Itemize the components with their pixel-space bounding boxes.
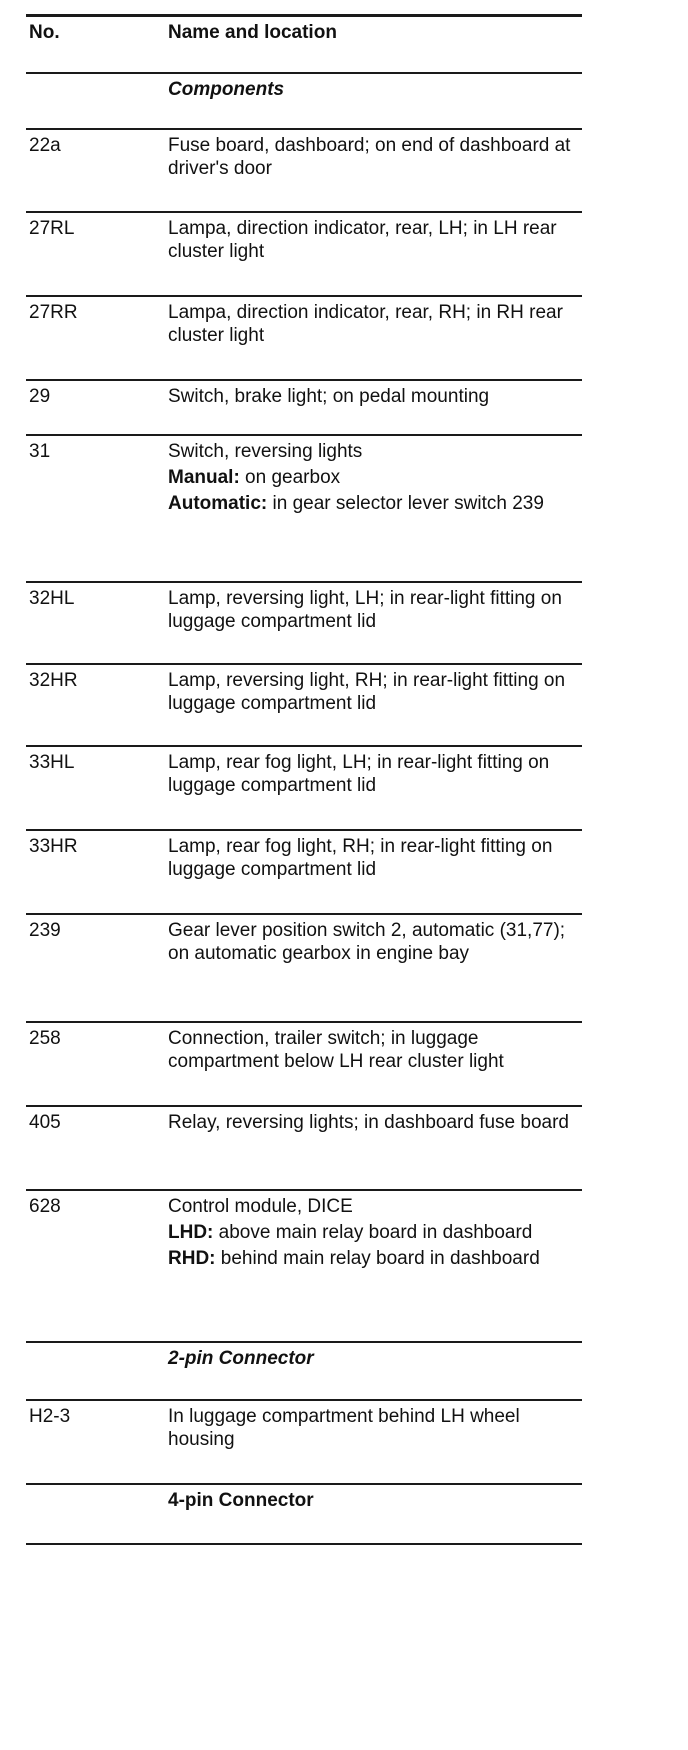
name-location-cell xyxy=(168,1195,582,1270)
line-text: Switch, brake light; on pedal mounting xyxy=(168,386,490,407)
name-location-cell xyxy=(168,669,582,715)
name-location-cell xyxy=(168,440,582,515)
item-number: 628 xyxy=(29,1196,61,1217)
line-label: Manual: xyxy=(168,467,240,488)
table-row xyxy=(26,434,582,581)
name-location-cell xyxy=(168,1405,582,1451)
name-location-cell xyxy=(168,919,582,965)
description-line xyxy=(168,440,578,463)
description-line xyxy=(168,1195,578,1218)
name-location-cell xyxy=(168,751,582,797)
table-row xyxy=(26,211,582,295)
section-row xyxy=(26,72,582,128)
item-number: 258 xyxy=(29,1028,61,1049)
description-line xyxy=(168,1247,578,1270)
description-line xyxy=(168,919,578,965)
line-text: Fuse board, dashboard; on end of dashboard at driver's door xyxy=(168,135,571,179)
line-text: Lamp, rear fog light, LH; in rear-light fitting on luggage compartment lid xyxy=(168,752,550,796)
description-line xyxy=(168,1221,578,1244)
line-text: behind main relay board in dashboard xyxy=(215,1248,540,1269)
table-row xyxy=(26,829,582,913)
table-row xyxy=(26,1399,582,1483)
line-text: Lamp, reversing light, RH; in rear-light fitting on luggage compartment lid xyxy=(168,670,566,714)
table-row xyxy=(26,745,582,829)
line-text: above main relay board in dashboard xyxy=(213,1222,533,1243)
section-title-cell xyxy=(168,1347,582,1370)
description-line xyxy=(168,751,578,797)
line-text: Lamp, reversing light, LH; in rear-light fitting on luggage compartment lid xyxy=(168,588,562,632)
description-line xyxy=(168,466,578,489)
description-line xyxy=(168,835,578,881)
item-number: 33HL xyxy=(29,752,75,773)
line-label: LHD: xyxy=(168,1222,214,1243)
table-row xyxy=(26,1021,582,1105)
item-number: 29 xyxy=(29,386,51,407)
line-text: Lamp, rear fog light, RH; in rear-light fitting on luggage compartment lid xyxy=(168,836,553,880)
section-title-cell xyxy=(168,78,582,101)
name-location-cell xyxy=(168,587,582,633)
table-row xyxy=(26,1105,582,1189)
item-number: 32HL xyxy=(29,588,75,609)
item-number: 27RL xyxy=(29,218,75,239)
header-no: No. xyxy=(29,22,60,43)
item-number: 405 xyxy=(29,1112,61,1133)
item-number: 27RR xyxy=(29,302,78,323)
name-location-cell xyxy=(168,835,582,881)
line-text: Lampa, direction indicator, rear, LH; in LH rear cluster light xyxy=(168,218,557,262)
section-title: 2-pin Connector xyxy=(168,1348,314,1369)
description-line xyxy=(168,1111,578,1134)
section-row xyxy=(26,1483,582,1543)
name-location-cell xyxy=(168,134,582,180)
line-text: Gear lever position switch 2, automatic (31,77); on automatic gearbox in engine bay xyxy=(168,920,566,964)
line-text: Relay, reversing lights; in dashboard fuse board xyxy=(168,1112,569,1133)
table-row xyxy=(26,581,582,663)
description-line xyxy=(168,385,578,408)
description-line xyxy=(168,301,578,347)
line-label: RHD: xyxy=(168,1248,216,1269)
table-row xyxy=(26,128,582,211)
table-body xyxy=(26,72,582,1543)
description-line xyxy=(168,492,578,515)
item-number: H2-3 xyxy=(29,1406,71,1427)
line-text: Control module, DICE xyxy=(168,1196,353,1217)
name-location-cell xyxy=(168,1111,582,1134)
item-number: 33HR xyxy=(29,836,78,857)
table-row xyxy=(26,913,582,1021)
name-location-cell xyxy=(168,385,582,408)
description-line xyxy=(168,669,578,715)
table-row xyxy=(26,295,582,379)
description-line xyxy=(168,1027,578,1073)
item-number: 239 xyxy=(29,920,61,941)
line-text: Connection, trailer switch; in luggage compartment below LH rear cluster light xyxy=(168,1028,504,1072)
name-location-cell xyxy=(168,301,582,347)
section-row xyxy=(26,1341,582,1399)
line-text: on gearbox xyxy=(239,467,341,488)
line-text: in gear selector lever switch 239 xyxy=(267,493,544,514)
item-number: 32HR xyxy=(29,670,78,691)
description-line xyxy=(168,134,578,180)
name-location-cell xyxy=(168,1027,582,1073)
line-text: In luggage compartment behind LH wheel housing xyxy=(168,1406,520,1450)
table-header xyxy=(26,14,582,72)
parts-table xyxy=(26,14,582,1545)
line-text: Lampa, direction indicator, rear, RH; in RH rear cluster light xyxy=(168,302,563,346)
name-location-cell xyxy=(168,217,582,263)
table-row xyxy=(26,379,582,434)
section-title: Components xyxy=(168,79,285,100)
item-number: 22a xyxy=(29,135,61,156)
description-line xyxy=(168,1405,578,1451)
header-name-location: Name and location xyxy=(168,22,337,43)
description-line xyxy=(168,217,578,263)
table-row xyxy=(26,663,582,745)
line-text: Switch, reversing lights xyxy=(168,441,363,462)
section-title: 4-pin Connector xyxy=(168,1490,314,1511)
table-row xyxy=(26,1189,582,1341)
line-label: Automatic: xyxy=(168,493,268,514)
description-line xyxy=(168,587,578,633)
table-bottom-rule xyxy=(26,1543,582,1545)
section-title-cell xyxy=(168,1489,582,1512)
item-number: 31 xyxy=(29,441,51,462)
